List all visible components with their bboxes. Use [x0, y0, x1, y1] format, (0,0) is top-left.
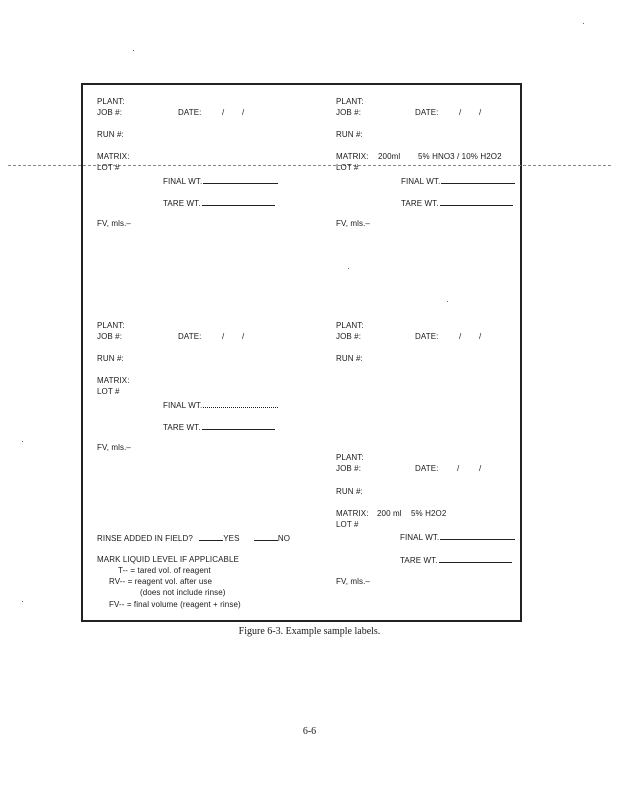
- plant-label: PLANT:: [336, 453, 364, 462]
- final-wt-blank[interactable]: [440, 531, 515, 540]
- date-label: DATE:: [178, 108, 202, 117]
- date-separator: /: [457, 464, 460, 473]
- matrix-reagent: 5% HNO3 / 10% H2O2: [418, 152, 502, 161]
- scan-speck: [583, 23, 584, 24]
- matrix-reagent: 5% H2O2: [411, 509, 447, 518]
- matrix-label: MATRIX:: [336, 152, 369, 161]
- matrix-label: MATRIX:: [97, 376, 130, 385]
- run-label: RUN #:: [336, 354, 363, 363]
- final-wt-label: FINAL WT.: [163, 401, 203, 410]
- fv-label: FV, mls.–: [336, 219, 370, 228]
- fv-label: FV, mls.–: [97, 219, 131, 228]
- tare-wt-field[interactable]: [163, 421, 275, 433]
- date-separator: /: [479, 332, 482, 341]
- final-wt-label: FINAL WT.: [400, 533, 440, 542]
- legend-note: (does not include rinse): [140, 588, 226, 597]
- run-label: RUN #:: [97, 354, 124, 363]
- scan-speck: [447, 301, 448, 302]
- tare-wt-field[interactable]: [163, 197, 275, 209]
- scan-speck: [133, 50, 134, 51]
- run-label: RUN #:: [336, 130, 363, 139]
- date-separator: /: [242, 332, 245, 341]
- final-wt-blank[interactable]: [203, 399, 278, 408]
- plant-label: PLANT:: [97, 321, 125, 330]
- tare-wt-blank[interactable]: [439, 554, 512, 563]
- fv-label: FV, mls.–: [336, 577, 370, 586]
- job-label: JOB #:: [97, 332, 123, 341]
- final-wt-label: FINAL WT.: [163, 177, 203, 186]
- lot-label: LOT #: [336, 520, 359, 529]
- date-label: DATE:: [415, 464, 439, 473]
- plant-label: PLANT:: [336, 321, 364, 330]
- tare-wt-field[interactable]: [400, 554, 512, 566]
- matrix-volume: 200ml: [378, 152, 401, 161]
- legend-final-volume: FV-- = final volume (reagent + rinse): [109, 600, 241, 609]
- legend-reagent-after-use: RV-- = reagent vol. after use: [109, 577, 213, 586]
- date-separator: /: [479, 108, 482, 117]
- tare-wt-label: TARE WT.: [163, 423, 201, 432]
- scan-speck: [348, 268, 349, 269]
- date-separator: /: [479, 464, 482, 473]
- tare-wt-label: TARE WT.: [400, 556, 438, 565]
- final-wt-field[interactable]: [400, 531, 515, 543]
- date-label: DATE:: [415, 108, 439, 117]
- tare-wt-label: TARE WT.: [163, 199, 201, 208]
- rinse-no-blank[interactable]: [254, 532, 278, 541]
- final-wt-field[interactable]: [163, 175, 278, 187]
- final-wt-label: FINAL WT.: [401, 177, 441, 186]
- matrix-label: MATRIX:: [97, 152, 130, 161]
- tare-wt-blank[interactable]: [202, 421, 275, 430]
- plant-label: PLANT:: [97, 97, 125, 106]
- job-label: JOB #:: [97, 108, 123, 117]
- rinse-no-option[interactable]: NO: [277, 534, 291, 543]
- final-wt-blank[interactable]: [203, 175, 278, 184]
- rinse-yes-blank[interactable]: [199, 532, 223, 541]
- tare-wt-blank[interactable]: [202, 197, 275, 206]
- rinse-question: RINSE ADDED IN FIELD?: [97, 534, 193, 543]
- job-label: JOB #:: [336, 464, 362, 473]
- rinse-yes-option[interactable]: YES: [223, 534, 240, 543]
- fv-label: FV, mls.–: [97, 443, 131, 452]
- date-label: DATE:: [178, 332, 202, 341]
- job-label: JOB #:: [336, 108, 362, 117]
- job-label: JOB #:: [336, 332, 362, 341]
- tare-wt-field[interactable]: [401, 197, 513, 209]
- run-label: RUN #:: [97, 130, 124, 139]
- date-separator: /: [459, 108, 462, 117]
- date-separator: /: [242, 108, 245, 117]
- matrix-volume: 200 ml: [377, 509, 402, 518]
- run-label: RUN #:: [336, 487, 363, 496]
- mark-level-heading: MARK LIQUID LEVEL IF APPLICABLE: [97, 555, 239, 564]
- tare-wt-label: TARE WT.: [401, 199, 439, 208]
- date-separator: /: [222, 332, 225, 341]
- lot-label: LOT #: [97, 163, 120, 172]
- figure-caption: Figure 6-3. Example sample labels.: [238, 626, 381, 637]
- page-number: 6-6: [302, 726, 317, 737]
- final-wt-field[interactable]: [401, 175, 515, 187]
- scan-speck: [22, 441, 23, 442]
- matrix-label: MATRIX:: [336, 509, 369, 518]
- lot-label: LOT #: [336, 163, 359, 172]
- legend-tared: T-- = tared vol. of reagent: [118, 566, 211, 575]
- rinse-question-row: [97, 532, 290, 544]
- plant-label: PLANT:: [336, 97, 364, 106]
- final-wt-blank[interactable]: [441, 175, 515, 184]
- date-separator: /: [222, 108, 225, 117]
- lot-label: LOT #: [97, 387, 120, 396]
- final-wt-field[interactable]: [163, 399, 278, 411]
- tare-wt-blank[interactable]: [440, 197, 513, 206]
- scan-speck: [22, 601, 23, 602]
- date-separator: /: [459, 332, 462, 341]
- date-label: DATE:: [415, 332, 439, 341]
